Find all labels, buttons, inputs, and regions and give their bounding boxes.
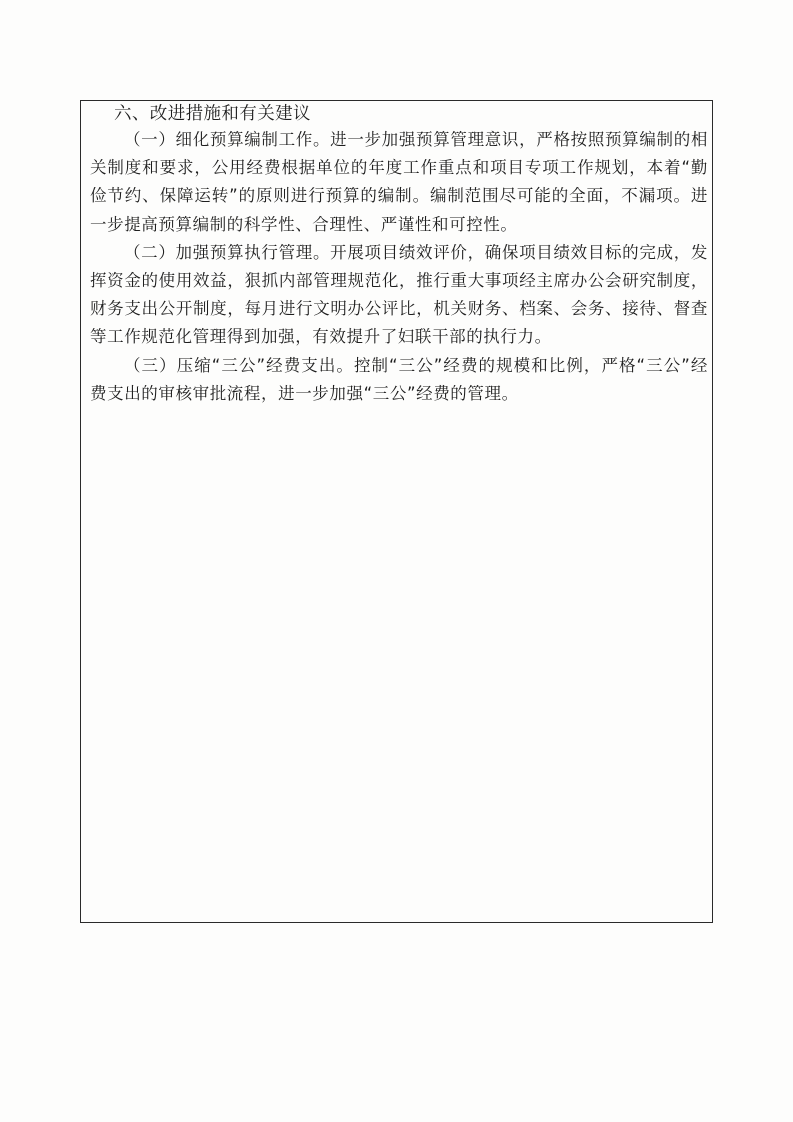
paragraph-budget-preparation: （一）细化预算编制工作。进一步加强预算管理意识，严格按照预算编制的相关制度和要求，公用经费根据单位的年度工作重点和项目专项工作规划，本着“勤俭节约、保障运转”的原则进行预算的编制。编制范围尽可能的全面，不漏项。进一步提高预算编制的科学性、合理性、严谨性和可控性。 <box>90 130 708 234</box>
paragraph-budget-execution: （二）加强预算执行管理。开展项目绩效评价，确保项目绩效目标的完成，发挥资金的使用效益，狠抓内部管理规范化，推行重大事项经主席办公会研究制度，财务支出公开制度，每月进行文明办公评比，机关财务、档案、会务、接待、督查等工作规范化管理得到加强，有效提升了妇联干部的执行力。 <box>90 242 708 347</box>
section-content <box>90 102 708 408</box>
section-heading: 六、改进措施和有关建议 <box>114 104 311 124</box>
paragraph-three-public-expenses: （三）压缩“三公”经费支出。控制“三公”经费的规模和比例，严格“三公”经费支出的审核审批流程，进一步加强“三公”经费的管理。 <box>90 355 708 403</box>
